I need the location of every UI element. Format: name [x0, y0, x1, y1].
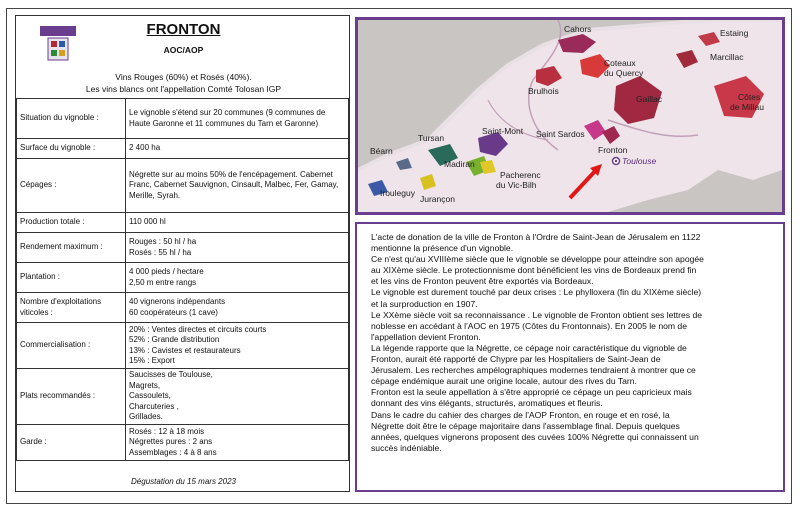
map-label-saint-sardos: Saint Sardos	[536, 129, 585, 139]
table-row	[17, 293, 349, 323]
row-label: Surface du vignoble :	[17, 139, 126, 159]
text-line: Le vignoble est durement touché par deux crises : Le phylloxera (fin du XIXème siècle)	[371, 287, 702, 298]
text-line: Négrette doit être le cépage majoritaire dans l'assemblage final. Depuis quelques	[371, 420, 680, 431]
page-title: FRONTON	[146, 21, 221, 38]
text-line: succès indéniable.	[371, 442, 442, 453]
row-value: Le vignoble s'étend sur 20 communes (9 communes de Haute Garonne et 11 communes du Tarn et Garonne)	[126, 99, 349, 139]
row-label: Garde :	[17, 425, 126, 461]
table-row	[17, 425, 349, 461]
map-label-jurancon: Jurançon	[420, 194, 455, 204]
map-label-pacherenc: Pacherenc	[500, 170, 541, 180]
map-label-estaing: Estaing	[720, 28, 749, 38]
row-label: Commercialisation :	[17, 323, 126, 369]
map-label-quercy: du Quercy	[604, 68, 644, 78]
map-label-cahors: Cahors	[564, 24, 592, 34]
map-label-madiran: Madiran	[444, 159, 475, 169]
table-row	[17, 263, 349, 293]
row-value: Rouges : 50 hl / ha Rosés : 55 hl / ha	[126, 233, 349, 263]
region-map-drawing	[358, 20, 782, 212]
map-label-saint-mont: Saint-Mont	[482, 126, 524, 136]
text-line: Ce n'est qu'au XVIIIème siècle que le vignoble se développe pour atteindre son apogée	[371, 254, 704, 265]
map-label-brulhois: Brulhois	[528, 86, 559, 96]
row-label: Nombre d'exploitations viticoles :	[17, 293, 126, 323]
intro-line-1: Vins Rouges (60%) et Rosés (40%).	[115, 72, 252, 82]
history-text-box	[355, 222, 785, 492]
row-value: 40 vignerons indépendants 60 coopérateurs (1 cave)	[126, 293, 349, 323]
table-row	[17, 323, 349, 369]
row-label: Plats recommandés :	[17, 369, 126, 425]
row-value: 4 000 pieds / hectare 2,50 m entre rangs	[126, 263, 349, 293]
row-label: Cépages :	[17, 159, 126, 213]
table-row	[17, 159, 349, 213]
table-row	[17, 369, 349, 425]
text-line: et la surproduction en 1907.	[371, 298, 478, 309]
row-label: Production totale :	[17, 213, 126, 233]
text-line: Fronton est la seule appellation à s'être approprié ce cépage un peu capricieux mais	[371, 387, 692, 398]
row-value: 110 000 hl	[126, 213, 349, 233]
text-line: L'acte de donation de la ville de Fronton à l'Ordre de Saint-Jean de Jérusalem en 1122	[371, 232, 701, 242]
row-value: Rosés : 12 à 18 mois Négrettes pures : 2 ans Assemblages : 4 à 8 ans	[126, 425, 349, 461]
map-label-marcillac: Marcillac	[710, 52, 744, 62]
map-label-toulouse: Toulouse	[622, 156, 657, 166]
text-line: Dans le cadre du cahier des charges de l'AOP Fronton, en rouge et en rosé, la	[371, 409, 670, 420]
table-row	[17, 139, 349, 159]
table-row	[17, 233, 349, 263]
map-label-tursan: Tursan	[418, 133, 445, 143]
row-value: 2 400 ha	[126, 139, 349, 159]
row-label: Plantation :	[17, 263, 126, 293]
intro-line-2: Les vins blancs ont l'appellation Comté Tolosan IGP	[85, 84, 282, 94]
map-label-gaillac: Gaillac	[636, 94, 662, 104]
text-line: noblesse en accédant à l'AOC en 1975 (Côtes du Frontonnais). En 2005 le nom de	[371, 320, 687, 331]
intro-text	[16, 71, 351, 95]
text-line: Jérusalem. Les recherches ampélographiques modernes tendraient à montrer que ce	[371, 365, 696, 376]
text-line: Fronton, aurait été rapporté de Chypre par les Hospitaliers de Saint-Jean de	[371, 354, 661, 365]
text-line: années, quelques vignerons proposent des cuvées 100% Négrette qui connaissent un	[371, 431, 699, 442]
tasting-date: Dégustation du 15 mars 2023	[131, 477, 236, 486]
row-value: 20% : Ventes directes et circuits courts 52% : Grande distribution 13% : Cavistes et restaurateurs 15% : Export	[126, 323, 349, 369]
text-line: cépage endémique aurait une origine locale, autour des rives du Tarn.	[371, 376, 637, 387]
text-line: donnant des vins élégants, structurés, aromatiques et fleuris.	[371, 398, 603, 409]
map-label-millau: de Millau	[730, 102, 765, 112]
text-line: La légende rapporte que la Négrette, ce cépage noir caractéristique du vignoble de	[371, 342, 687, 353]
text-line: et les vins de Fronton peuvent être exportés via Bordeaux.	[371, 276, 594, 287]
row-value: Saucisses de Toulouse, Magrets, Cassoulets, Charcuteries , Grillades.	[126, 369, 349, 425]
map-label-coteaux: Coteaux	[604, 58, 636, 68]
row-value: Négrette sur au moins 50% de l'encépagement. Cabernet Franc, Cabernet Sauvignon, Cinsault, Malbec, Fer, Gamay, Merille, Syrah.	[126, 159, 349, 213]
text-line: mentionne la présence d'un vignoble.	[371, 243, 514, 254]
text-line: Le XXème siècle voit sa reconnaissance . Le vignoble de Fronton obtient ses lettres de	[371, 309, 703, 320]
map-label-fronton: Fronton	[598, 145, 628, 155]
appellation-type: AOC/AOP	[163, 45, 204, 55]
info-table	[16, 98, 349, 461]
map-label-irouleguy: Irouleguy	[380, 188, 415, 198]
info-panel	[15, 15, 350, 492]
toulouse-marker-dot	[615, 160, 617, 162]
map-label-vic-bilh: du Vic-Bilh	[496, 180, 537, 190]
row-label: Situation du vignoble :	[17, 99, 126, 139]
map-label-bearn: Béarn	[370, 146, 393, 156]
row-label: Rendement maximum :	[17, 233, 126, 263]
table-row	[17, 99, 349, 139]
table-row	[17, 213, 349, 233]
text-line: au XIXème siècle. Le protectionnisme dont bénéficient les vins de Bordeaux prend fin	[371, 265, 697, 276]
text-line: l'appellation devient Fronton.	[371, 331, 481, 342]
region-map	[355, 17, 785, 215]
map-label-cotes: Côtes	[738, 92, 761, 102]
